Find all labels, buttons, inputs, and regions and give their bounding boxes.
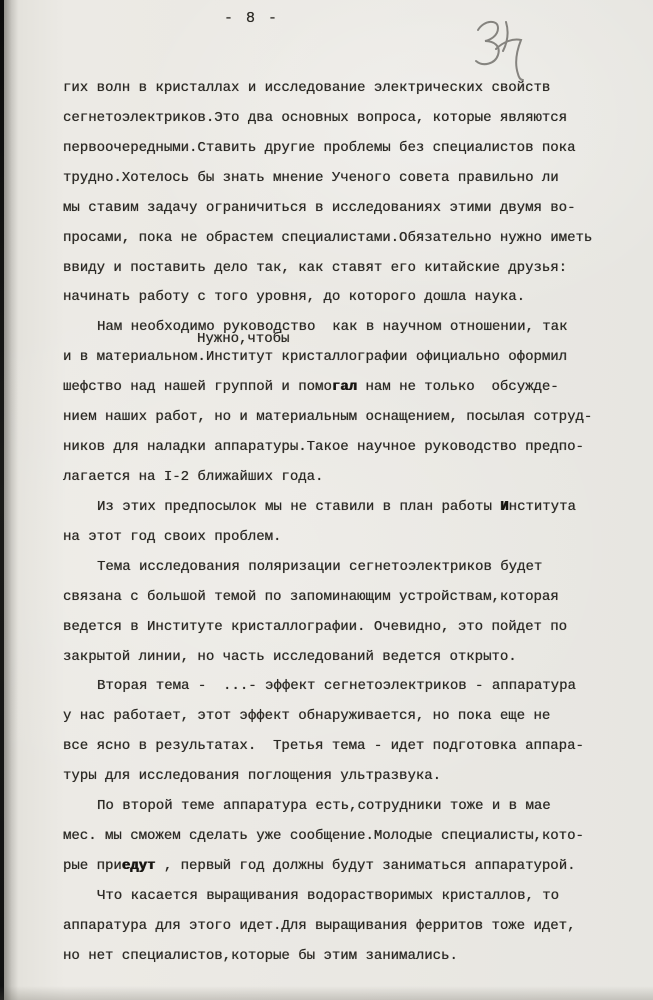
document-line — [63, 792, 643, 822]
overstruck-text: едут — [121, 857, 156, 874]
typed-text: закрытой линии, но часть исследований ведется открыто. — [63, 648, 517, 665]
typed-text: Что касается выращивания водорастворимых кристаллов, то — [97, 887, 560, 904]
document-line — [63, 942, 643, 972]
typed-text: начинать работу с того уровня, до которого дошла наука. — [63, 289, 526, 306]
typed-text: нам не только обсужде- — [357, 379, 559, 396]
document-line — [63, 74, 643, 104]
typed-text: первоочередными.Ставить другие проблемы без специалистов пока — [63, 139, 576, 156]
typed-text: туры для исследования поглощения ультразвука. — [63, 768, 442, 785]
document-line — [63, 403, 643, 433]
typed-text: и в материальном.Институт кристаллографии официально оформил — [63, 349, 568, 366]
typed-text: лагается на I-2 ближайших года. — [63, 468, 324, 485]
overstruck-text: гал — [331, 379, 358, 396]
typed-text: ников для наладки аппаратуры.Такое научное руководство предпо- — [63, 439, 584, 456]
document-line — [63, 104, 643, 134]
typed-text: сегнетоэлектриков.Это два основных вопроса, которые являются — [63, 109, 568, 126]
document-line — [63, 134, 643, 164]
document-line — [63, 702, 643, 732]
typed-text: Вторая тема - ...- эффект сегнетоэлектриков - аппаратура — [97, 678, 576, 695]
document-line — [63, 583, 643, 613]
document-line — [63, 882, 643, 912]
scan-edge-shadow — [4, 0, 18, 1000]
typed-page-number: - 8 - — [224, 10, 280, 27]
document-line — [63, 313, 643, 343]
typed-text: мы ставим задачу ограничиться в исследованиях этими двумя во- — [63, 199, 576, 216]
document-line — [63, 732, 643, 762]
typed-text: рые при — [63, 857, 122, 874]
typed-text: , первый год должны будут заниматься аппаратурой. — [155, 857, 576, 874]
typed-text: гих волн в кристаллах и исследование электрических свойств — [63, 80, 551, 96]
typed-text: ведется в Институте кристаллографии. Очевидно, это пойдет по — [63, 618, 568, 635]
document-line — [63, 463, 643, 493]
document-line — [63, 672, 643, 702]
document-line — [63, 254, 643, 284]
document-line — [63, 822, 643, 852]
overstruck-text: И — [500, 498, 509, 515]
typed-text: на этот год своих проблем. — [63, 528, 282, 545]
typed-text: мес. мы сможем сделать уже сообщение.Молодые специалисты,кото- — [63, 828, 584, 845]
typed-text-block — [63, 74, 643, 972]
interline-insertion: Нужно,чтобы — [197, 331, 290, 348]
typed-text: По второй теме аппаратура есть,сотрудники тоже и в мае — [97, 798, 551, 815]
typed-text: аппаратура для этого идет.Для выращивания ферритов тоже идет, — [63, 917, 576, 934]
document-line — [63, 912, 643, 942]
typed-text: шефство над нашей группой и помо — [63, 379, 332, 396]
document-line — [63, 433, 643, 463]
typed-text: трудно.Хотелось бы знать мнение Ученого совета правильно ли — [63, 169, 559, 186]
document-line — [63, 553, 643, 583]
typed-text: нием наших работ, но и материальным оснащением, посылая сотруд- — [63, 409, 593, 426]
document-line — [63, 613, 643, 643]
typed-text: ввиду и поставить дело так, как ставят его китайские друзья: — [63, 259, 568, 276]
document-line — [63, 493, 643, 523]
scan-edge-bottom — [0, 986, 653, 1000]
document-line — [63, 331, 643, 373]
document-line — [63, 224, 643, 254]
document-line — [63, 523, 643, 553]
document-line — [63, 852, 643, 882]
typed-text: но нет специалистов,которые бы этим занимались. — [63, 947, 458, 964]
typed-text: Тема исследования поляризации сегнетоэлектриков будет — [97, 558, 543, 575]
typed-text: у нас работает, этот эффект обнаруживается, но пока еще не — [63, 708, 551, 725]
document-line — [63, 283, 643, 313]
document-line — [63, 373, 643, 403]
typed-text: связана с большой темой по запоминающим устройствам,которая — [63, 588, 559, 605]
typed-text: Нам необходимо руководство как в научном отношении, так — [97, 319, 568, 336]
typed-text: Из этих предпосылок мы не ставили в план работы — [97, 498, 501, 515]
typed-text: все ясно в результатах. Третья тема - идет подготовка аппара- — [63, 738, 584, 755]
document-line — [63, 762, 643, 792]
document-line — [63, 164, 643, 194]
handwritten-stroke — [476, 22, 523, 80]
typed-text: нститута — [508, 498, 576, 515]
typed-text: просами, пока не обрастем специалистами.Обязательно нужно иметь — [63, 229, 593, 246]
document-line — [63, 194, 643, 224]
document-line — [63, 643, 643, 673]
